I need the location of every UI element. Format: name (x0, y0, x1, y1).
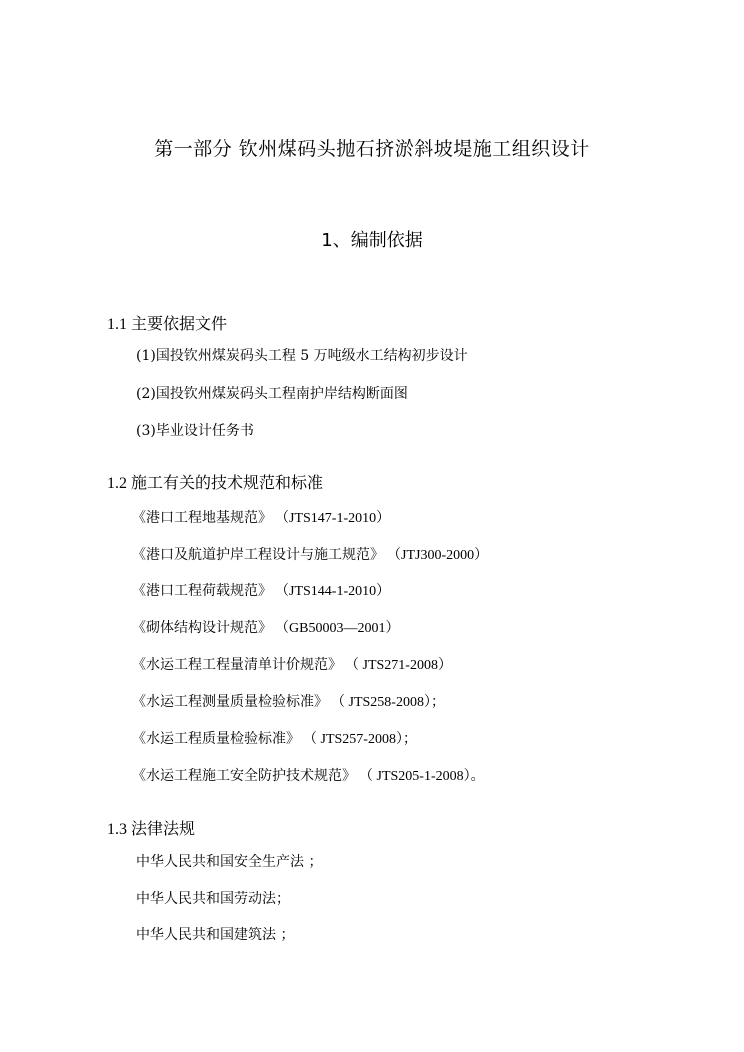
chapter-heading: 1、编制依据 (321, 230, 423, 251)
standard-name: 《港口工程荷载规范》 (132, 583, 272, 599)
section-number: 1.1 (107, 316, 127, 333)
standard-code: （ JTS258-2008）； (338, 695, 445, 710)
standard-item (132, 654, 452, 674)
list-item: (2)国投钦州煤炭码头工程南护岸结构断面图 (136, 386, 408, 402)
standard-code: （JTS144-1-2010） (282, 584, 391, 599)
standard-item (132, 765, 485, 785)
standard-code: （ JTS257-2008）； (310, 732, 417, 747)
section-title: 施工有关的技术规范和标准 (131, 473, 324, 492)
section-number: 1.3 (107, 821, 127, 838)
list-item: (3)毕业设计任务书 (136, 423, 254, 439)
standard-name: 《砌体结构设计规范》 (132, 620, 272, 636)
standard-item (132, 507, 390, 527)
standard-code: （JTJ300-2000） (394, 548, 489, 563)
standard-name: 《水运工程质量检验标准》 (132, 731, 300, 747)
standard-code: （ JTS271-2008） (352, 658, 452, 673)
law-item: 中华人民共和国安全生产法 ； (136, 854, 323, 870)
section-heading-1-3 (107, 816, 195, 839)
law-item: 中华人民共和国建筑法 ； (136, 927, 295, 943)
standard-item (132, 580, 390, 600)
standard-name: 《水运工程测量质量检验标准》 (132, 694, 328, 710)
standard-name: 《港口及航道护岸工程设计与施工规范》 (132, 547, 384, 563)
standard-name: 《水运工程施工安全防护技术规范》 (132, 768, 356, 784)
section-heading-1-2 (107, 470, 323, 493)
standard-item (132, 728, 417, 748)
section-title: 主要依据文件 (131, 314, 228, 333)
section-title: 法律法规 (131, 819, 196, 838)
list-item: (1)国投钦州煤炭码头工程 5 万吨级水工结构初步设计 (136, 348, 468, 364)
section-number: 1.2 (107, 475, 127, 492)
standard-code: （ JTS205-1-2008）。 (366, 769, 485, 784)
standard-name: 《水运工程工程量清单计价规范》 (132, 657, 342, 673)
document-title: 第一部分 钦州煤码头抛石挤淤斜坡堤施工组织设计 (154, 138, 590, 160)
standard-name: 《港口工程地基规范》 (132, 510, 272, 526)
standard-item (132, 691, 445, 711)
standard-code: （GB50003—2001） (282, 621, 400, 636)
section-heading-1-1 (107, 311, 227, 334)
standard-item (132, 617, 399, 637)
standard-code: （JTS147-1-2010） (282, 511, 391, 526)
standard-item (132, 544, 488, 564)
law-item: 中华人民共和国劳动法； (136, 891, 290, 907)
